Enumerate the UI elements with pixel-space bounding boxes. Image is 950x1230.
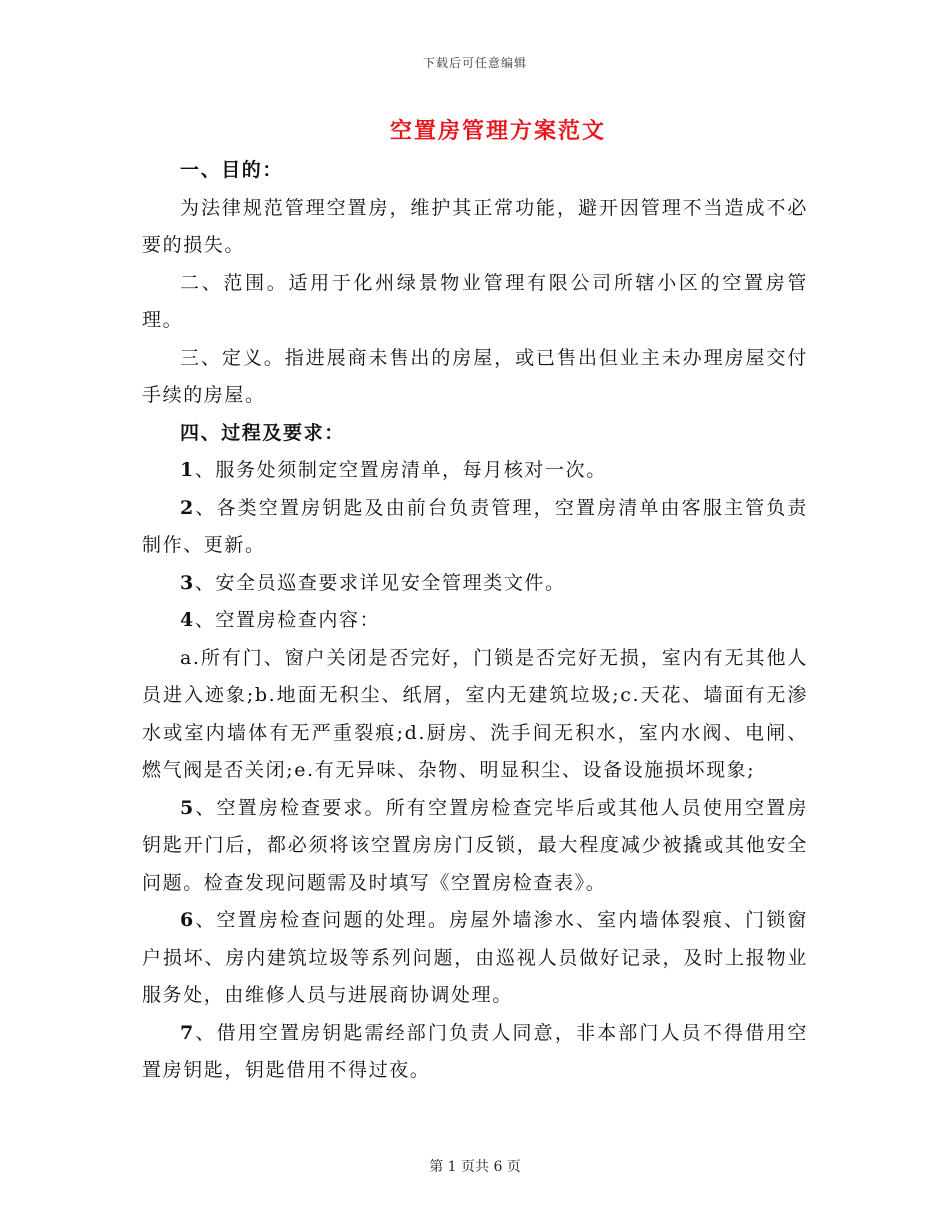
item-number: 7 — [180, 1021, 195, 1044]
item-number: 5 — [180, 796, 195, 819]
item-number: 2 — [180, 496, 195, 519]
item-text: 、服务处须制定空置房清单，每月核对一次。 — [194, 459, 607, 481]
definition-paragraph: 三、定义。指进展商未售出的房屋，或已售出但业主未办理房屋交付手续的房屋。 — [142, 346, 808, 406]
process-item-4 — [142, 602, 808, 640]
header-note: 下载后可任意编辑 — [422, 56, 527, 70]
process-heading: 四、过程及要求： — [180, 421, 345, 444]
purpose-paragraph: 为法律规范管理空置房，维护其正常功能，避开因管理不当造成不必要的损失。 — [142, 196, 808, 256]
process-item-1 — [142, 452, 808, 490]
item-number: 3 — [180, 571, 195, 594]
page-footer: 第 1 页共 6 页 — [429, 1159, 521, 1175]
process-item-3 — [142, 565, 808, 603]
item-text: 、借用空置房钥匙需经部门负责人同意，非本部门人员不得借用空置房钥匙，钥匙借用不得过夜。 — [142, 1021, 808, 1081]
process-item-6 — [142, 902, 808, 1015]
item-text: 、各类空置房钥匙及由前台负责管理，空置房清单由客服主管负责制作、更新。 — [142, 496, 808, 556]
process-item-5 — [142, 790, 808, 903]
inspection-details — [142, 640, 808, 790]
item-number: 4 — [180, 609, 195, 631]
document-body — [142, 152, 808, 1090]
document-title: 空置房管理方案范文 — [389, 118, 606, 144]
purpose-heading: 一、目的： — [180, 159, 284, 181]
process-item-7 — [142, 1015, 808, 1090]
item-number: 6 — [180, 909, 195, 931]
item-text: 、安全员巡查要求详见安全管理类文件。 — [194, 571, 566, 594]
item-text: 、空置房检查要求。所有空置房检查完毕后或其他人员使用空置房钥匙开门后，都必须将该空置房房门反锁，最大程度减少被撬或其他安全问题。检查发现问题需及时填写《空置房检查表》。 — [142, 796, 808, 894]
item-text: a.所有门、窗户关闭是否完好，门锁是否完好无损，室内有无其他人员进入迹象;b.地面无积尘、纸屑，室内无建筑垃圾;c.天花、墙面有无渗水或室内墙体有无严重裂痕;d.厨房、洗手间无积水，室内水阀、电闸、燃气阀是否关闭;e.有无异味、杂物、明显积尘、设备设施损坏现象; — [142, 646, 808, 781]
process-item-2 — [142, 490, 808, 565]
scope-paragraph: 二、范围。适用于化州绿景物业管理有限公司所辖小区的空置房管理。 — [142, 271, 808, 331]
item-text: 、空置房检查内容： — [194, 609, 381, 631]
item-number: 1 — [180, 459, 195, 481]
item-text: 、空置房检查问题的处理。房屋外墙渗水、室内墙体裂痕、门锁窗户损坏、房内建筑垃圾等系列问题，由巡视人员做好记录，及时上报物业服务处，由维修人员与进展商协调处理。 — [142, 909, 808, 1006]
